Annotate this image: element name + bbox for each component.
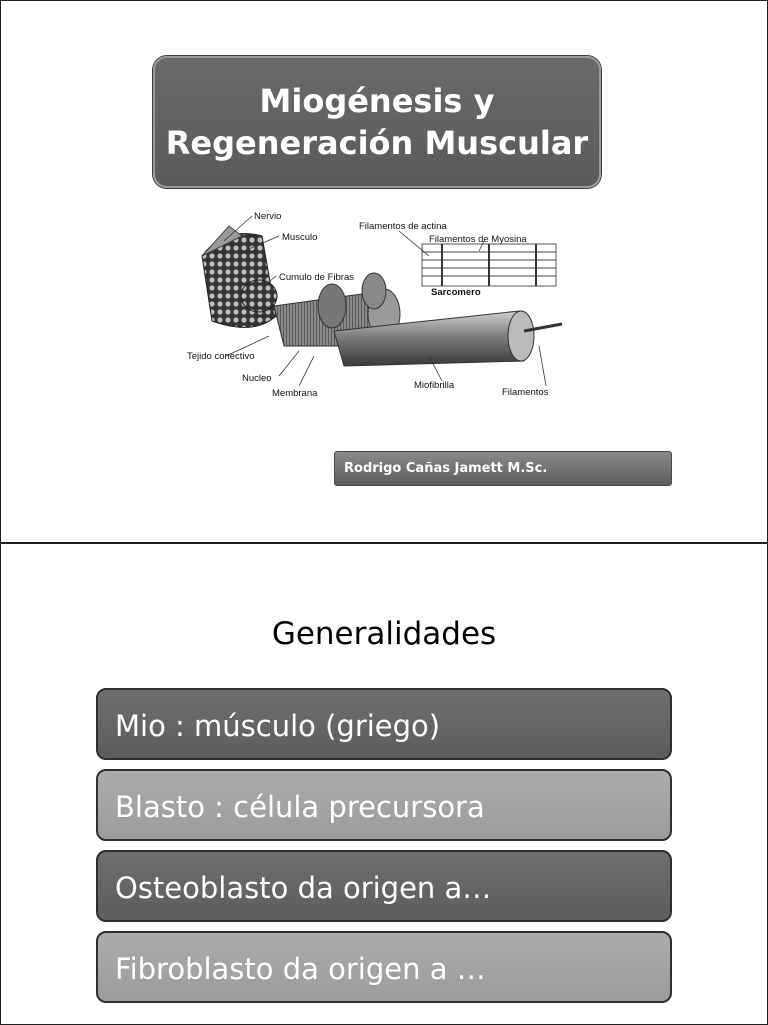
fiber-cluster [241,280,277,312]
section-title: Generalidades [271,616,497,652]
slide-title-box [153,56,601,188]
label-tejido: Tejido conectivo [187,351,255,362]
fiber-end-2 [318,284,346,328]
label-myosina: Filamentos de Myosina [429,234,527,245]
label-miofibrilla: Miofibrilla [414,380,455,391]
title-line-1: Miogénesis y [259,82,495,120]
label-nucleo: Nucleo [242,373,272,384]
sarcomere-diagram [422,244,556,286]
label-actina: Filamentos de actina [359,221,447,232]
label-nervio: Nervio [254,211,282,222]
bullet-item-3: Osteoblasto da origen a… [96,850,672,922]
title-line-2: Regeneración Muscular [165,124,589,162]
fiber-end-3 [362,273,386,309]
label-sarcomero: Sarcomero [431,287,481,298]
label-cumulo: Cumulo de Fibras [279,272,354,283]
label-filamentos: Filamentos [502,387,549,398]
bullet-item-2: Blasto : célula precursora [96,769,672,841]
bullet-item-4: Fibroblasto da origen a … [96,931,672,1003]
muscle-structure-diagram [184,196,569,401]
author-label: Rodrigo Cañas Jamett M.Sc. [334,451,672,486]
bullet-item-1: Mio : músculo (griego) [96,688,672,760]
myofibril-end [508,311,534,361]
label-musculo: Musculo [282,232,318,243]
label-membrana: Membrana [272,388,318,399]
slide-2 [0,543,768,1025]
